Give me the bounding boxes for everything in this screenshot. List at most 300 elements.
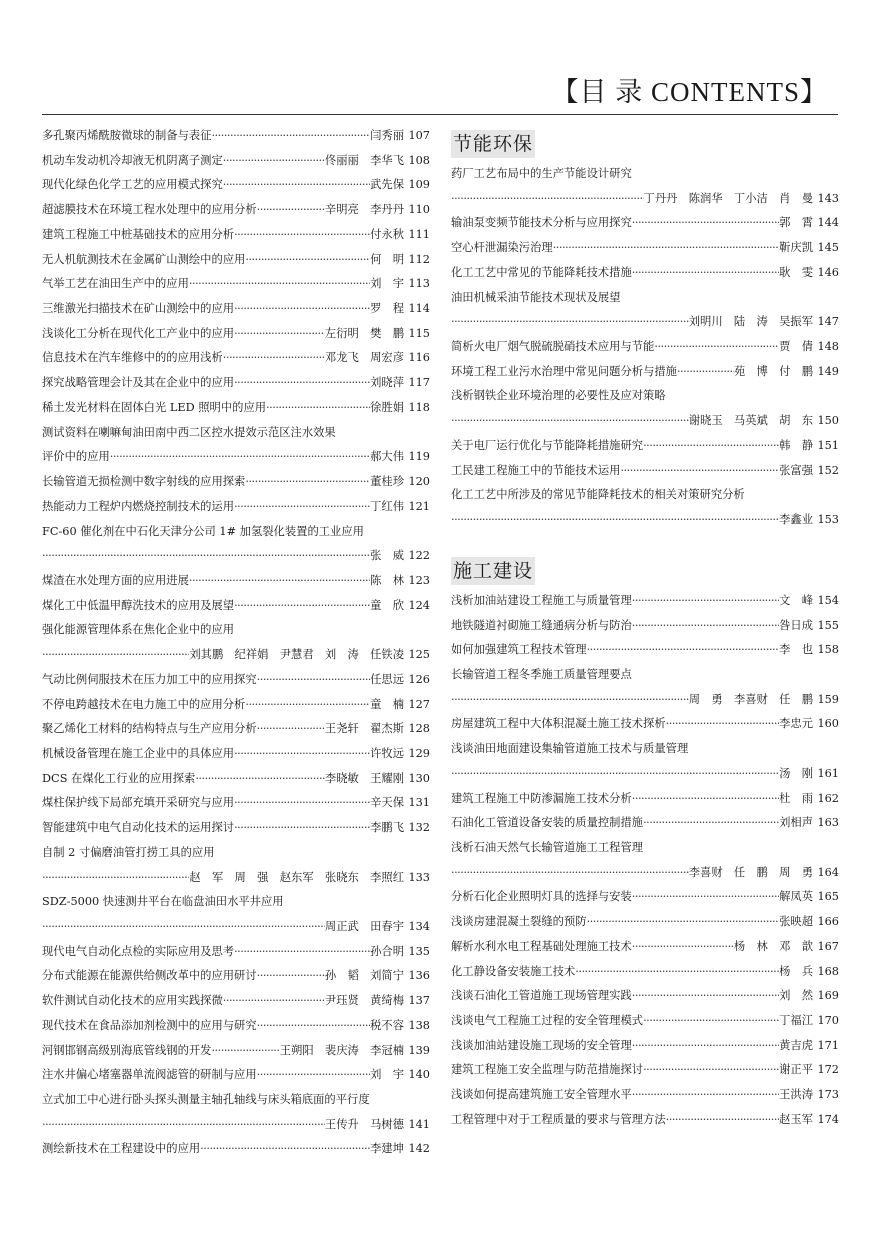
entry-title: 信息技术在汽车维修中的的应用浅析 — [42, 351, 223, 365]
entry-page-number: 146 — [817, 265, 839, 279]
entry-title: 环境工程工业污水治理中常见问题分析与措施 — [451, 364, 677, 378]
dot-leader — [223, 149, 325, 174]
entry-authors: 闫秀丽 — [370, 129, 404, 142]
entry-page-number: 136 — [408, 969, 430, 983]
toc-entry[interactable] — [451, 434, 839, 459]
entry-authors: 孙 韬 刘简宁 — [324, 969, 404, 983]
toc-left-column — [42, 124, 430, 1162]
toc-entry[interactable] — [42, 964, 430, 989]
entry-title: 测绘新技术在工程建设中的应用 — [42, 1142, 201, 1156]
toc-entry[interactable] — [42, 1014, 430, 1039]
toc-entry[interactable] — [42, 569, 430, 594]
entry-authors: 李 也 — [779, 643, 813, 657]
dot-leader — [257, 964, 325, 989]
entry-title: 注水井偏心堵塞器单流阀滤管的研制与应用 — [42, 1068, 257, 1082]
toc-entry[interactable] — [42, 791, 430, 816]
entry-page-number: 162 — [817, 791, 839, 805]
dot-leader — [451, 688, 689, 713]
toc-entry[interactable] — [451, 1058, 839, 1083]
dot-leader — [234, 742, 370, 767]
entry-title: 软件测试自动化技术的应用实践探微 — [42, 994, 223, 1008]
entry-authors: 刘晓萍 — [370, 376, 404, 390]
dot-leader — [643, 1058, 779, 1083]
entry-title: 地铁隧道衬砌施工缝通病分析与防治 — [451, 618, 632, 632]
entry-page-number: 172 — [817, 1063, 839, 1077]
toc-entry[interactable] — [42, 816, 430, 841]
toc-entry[interactable] — [42, 520, 430, 545]
entry-page-number: 123 — [408, 573, 430, 587]
entry-title: 分析石化企业照明灯具的选择与安装 — [451, 890, 632, 904]
entry-title: 浅析石油天然气长输管道施工工程管理 — [451, 840, 644, 854]
toc-entry[interactable] — [42, 396, 430, 421]
toc-right-column — [451, 124, 839, 1133]
entry-page-number: 133 — [408, 870, 430, 884]
dot-leader — [234, 223, 370, 248]
toc-entry[interactable] — [451, 984, 839, 1009]
dot-leader — [632, 589, 779, 614]
entry-page-number: 119 — [408, 450, 430, 464]
dot-leader — [42, 1113, 325, 1138]
entry-authors: 税不容 — [370, 1018, 404, 1032]
entry-title: 无人机航测技术在金属矿山测绘中的应用 — [42, 252, 246, 266]
toc-entry[interactable] — [42, 272, 430, 297]
toc-entry[interactable] — [42, 866, 430, 891]
toc-entry[interactable] — [451, 1108, 839, 1133]
dot-leader — [245, 248, 370, 273]
entry-page-number: 153 — [817, 513, 839, 527]
entry-authors: 刘 宇 — [370, 277, 404, 291]
entry-page-number: 110 — [408, 203, 430, 217]
toc-entry[interactable] — [42, 149, 430, 174]
toc-entry[interactable] — [42, 767, 430, 792]
entry-title: 浅谈电气工程施工过程的安全管理模式 — [451, 1014, 644, 1027]
entry-authors: 王洪涛 — [779, 1088, 813, 1102]
dot-leader — [234, 297, 370, 322]
entry-authors: 佟丽丽 李华飞 — [324, 153, 404, 167]
entry-page-number: 116 — [408, 351, 430, 365]
entry-authors: 郝大伟 — [370, 450, 404, 464]
entry-title: 超滤膜技术在环境工程水处理中的应用分析 — [42, 203, 257, 217]
toc-entry[interactable] — [42, 693, 430, 718]
toc-entry[interactable] — [451, 1034, 839, 1059]
entry-authors: 杜 雨 — [779, 791, 813, 805]
header-divider — [42, 114, 838, 115]
entry-title: 解析水利水电工程基础处理施工技术 — [451, 939, 632, 953]
toc-entry[interactable] — [42, 198, 430, 223]
entry-authors: 刘其鹏 纪祥娟 尹慧君 刘 涛 任铁凌 — [189, 648, 404, 662]
dot-leader — [200, 1137, 370, 1162]
toc-entry[interactable] — [451, 614, 839, 639]
dot-leader — [257, 668, 370, 693]
toc-entry[interactable] — [451, 1009, 839, 1034]
section-heading-label: 施工建设 — [453, 559, 534, 582]
entry-authors: 刘明川 陆 涛 吴振军 — [688, 315, 813, 329]
toc-entry[interactable] — [451, 811, 839, 836]
entry-page-number: 164 — [817, 865, 839, 879]
toc-entry[interactable] — [42, 495, 430, 520]
entry-title: 气举工艺在油田生产中的应用 — [42, 277, 189, 291]
entry-title: 现代电气自动化点检的实际应用及思考 — [42, 944, 235, 958]
toc-entry[interactable] — [42, 618, 430, 643]
toc-entry[interactable] — [42, 594, 430, 619]
dot-leader — [620, 459, 779, 484]
entry-title: 强化能源管理体系在焦化企业中的应用 — [42, 623, 235, 637]
toc-entry[interactable] — [42, 717, 430, 742]
entry-authors: 李建坤 — [370, 1142, 404, 1156]
entry-title: 浅谈加油站建设施工现场的安全管理 — [451, 1038, 632, 1052]
toc-entry[interactable] — [451, 787, 839, 812]
entry-page-number: 144 — [817, 216, 839, 230]
entry-page-number: 112 — [408, 252, 430, 266]
entry-page-number: 130 — [408, 771, 430, 785]
dot-leader — [451, 508, 779, 533]
toc-entry[interactable] — [42, 841, 430, 866]
toc-entry[interactable] — [451, 737, 839, 762]
entry-authors: 李忠元 — [779, 717, 813, 731]
entry-authors: 苑 博 付 鹏 — [733, 364, 813, 378]
dot-leader — [632, 984, 779, 1009]
toc-entry[interactable] — [451, 638, 839, 663]
dot-leader — [234, 816, 370, 841]
dot-leader — [643, 811, 779, 836]
entry-authors: 董桂珍 — [370, 475, 404, 489]
entry-authors: 张 威 — [370, 549, 404, 563]
entry-page-number: 139 — [408, 1043, 430, 1057]
entry-title: 化工静设备安装施工技术 — [451, 964, 576, 978]
toc-entry[interactable] — [451, 286, 839, 311]
entry-authors: 何 明 — [370, 252, 404, 266]
entry-authors: 许牧远 — [370, 746, 404, 760]
entry-page-number: 150 — [817, 414, 839, 428]
toc-entry[interactable] — [42, 1113, 430, 1138]
entry-title: DCS 在煤化工行业的应用探索 — [42, 771, 196, 785]
entry-title: 化工工艺中所涉及的常见节能降耗技术的相关对策研究分析 — [451, 488, 745, 502]
entry-authors: 张映超 — [779, 915, 813, 929]
entry-page-number: 151 — [817, 438, 839, 452]
entry-title: 多孔聚丙烯酰胺微球的制备与表征 — [42, 129, 212, 142]
entry-page-number: 135 — [408, 944, 430, 958]
entry-page-number: 129 — [408, 746, 430, 760]
entry-authors: 孙合明 — [370, 944, 404, 958]
entry-page-number: 166 — [817, 915, 839, 929]
toc-entry[interactable] — [451, 261, 839, 286]
dot-leader — [632, 885, 779, 910]
toc-entry[interactable] — [42, 346, 430, 371]
dot-leader — [42, 643, 189, 668]
dot-leader — [110, 445, 370, 470]
dot-leader — [234, 940, 370, 965]
toc-entry[interactable] — [451, 836, 839, 861]
entry-page-number: 107 — [408, 129, 430, 142]
entry-authors: 丁福江 — [779, 1014, 813, 1027]
dot-leader — [451, 409, 689, 434]
entry-title: 浅谈油田地面建设集输管道施工技术与质量管理 — [451, 742, 689, 756]
entry-title: 现代技术在食品添加剂检测中的应用与研究 — [42, 1018, 257, 1032]
entry-page-number: 160 — [817, 717, 839, 731]
toc-entry[interactable] — [42, 544, 430, 569]
toc-entry[interactable] — [451, 589, 839, 614]
toc-entry[interactable] — [42, 989, 430, 1014]
entry-title: 浅谈如何提高建筑施工安全管理水平 — [451, 1088, 632, 1102]
dot-leader — [654, 335, 779, 360]
entry-authors: 汤 刚 — [779, 766, 813, 780]
entry-title: 建筑工程施工中桩基础技术的应用分析 — [42, 227, 235, 241]
entry-title: 浅谈石油化工管道施工现场管理实践 — [451, 989, 632, 1003]
toc-entry[interactable] — [451, 310, 839, 335]
dot-leader — [234, 791, 370, 816]
page-title: 【目 录 CONTENTS】 — [551, 77, 828, 107]
entry-title: 长输管道无损检测中数字射线的应用探索 — [42, 475, 246, 489]
toc-entry[interactable] — [451, 508, 839, 533]
toc-entry[interactable] — [451, 409, 839, 434]
entry-authors: 贾 倩 — [779, 340, 813, 354]
dot-leader — [632, 787, 779, 812]
dot-leader — [643, 1009, 779, 1034]
entry-page-number: 127 — [408, 697, 430, 711]
toc-entry[interactable] — [451, 663, 839, 688]
entry-page-number: 122 — [408, 549, 430, 563]
entry-title: 浅析加油站建设工程施工与质量管理 — [451, 593, 632, 607]
entry-page-number: 118 — [408, 400, 430, 414]
entry-authors: 韩 静 — [779, 438, 813, 452]
dot-leader — [234, 322, 325, 347]
toc-entry[interactable] — [451, 211, 839, 236]
entry-authors: 谢正平 — [779, 1063, 813, 1077]
toc-entry[interactable] — [42, 470, 430, 495]
entry-authors: 丁红伟 — [370, 499, 404, 513]
entry-title: 工程管理中对于工程质量的要求与管理方法 — [451, 1112, 666, 1126]
entry-page-number: 155 — [817, 618, 839, 632]
entry-authors: 杨 兵 — [779, 964, 813, 978]
entry-title: 浅谈化工分析在现代化工产业中的应用 — [42, 326, 235, 340]
toc-entry[interactable] — [451, 1083, 839, 1108]
dot-leader — [451, 187, 644, 212]
entry-page-number: 170 — [817, 1014, 839, 1027]
dot-leader — [587, 910, 780, 935]
dot-leader — [632, 211, 779, 236]
dot-leader — [257, 1063, 370, 1088]
entry-page-number: 167 — [817, 939, 839, 953]
entry-page-number: 138 — [408, 1018, 430, 1032]
entry-page-number: 168 — [817, 964, 839, 978]
dot-leader — [587, 638, 780, 663]
toc-entry[interactable] — [451, 384, 839, 409]
entry-title: 现代化绿色化学工艺的应用模式探究 — [42, 178, 223, 192]
toc-entry[interactable] — [451, 910, 839, 935]
toc-entry[interactable] — [42, 173, 430, 198]
entry-authors: 王传升 马树德 — [324, 1117, 404, 1131]
section-heading — [451, 549, 839, 589]
entry-authors: 李鑫业 — [779, 513, 813, 527]
entry-page-number: 147 — [817, 315, 839, 329]
dot-leader — [451, 861, 689, 886]
entry-title: 机械设备管理在施工企业中的具体应用 — [42, 746, 235, 760]
toc-entry[interactable] — [42, 445, 430, 470]
entry-authors: 赵 军 周 强 赵东军 张晓东 李照红 — [189, 870, 404, 884]
entry-page-number: 145 — [817, 241, 839, 255]
dot-leader — [195, 767, 325, 792]
entry-title: 稀土发光材料在固体白光 LED 照明中的应用 — [42, 400, 267, 414]
toc-entry[interactable] — [42, 643, 430, 668]
dot-leader — [632, 935, 734, 960]
toc-entry[interactable] — [451, 459, 839, 484]
entry-title: 药厂工艺布局中的生产节能设计研究 — [451, 167, 632, 180]
dot-leader — [234, 371, 370, 396]
dot-leader — [632, 1034, 779, 1059]
toc-entry[interactable] — [42, 1088, 430, 1113]
toc-entry[interactable] — [451, 360, 839, 385]
dot-leader — [42, 544, 370, 569]
toc-entry[interactable] — [42, 297, 430, 322]
entry-page-number: 108 — [408, 153, 430, 167]
entry-page-number: 121 — [408, 499, 430, 513]
entry-page-number: 148 — [817, 340, 839, 354]
entry-authors: 丁丹丹 陈润华 丁小洁 肖 曼 — [643, 191, 813, 205]
entry-page-number: 140 — [408, 1068, 430, 1082]
entry-authors: 任思远 — [370, 672, 404, 686]
entry-authors: 杨 林 邓 歆 — [733, 939, 813, 953]
entry-page-number: 149 — [817, 364, 839, 378]
dot-leader — [257, 198, 325, 223]
entry-authors: 辛明亮 李丹丹 — [324, 203, 404, 217]
dot-leader — [257, 717, 325, 742]
toc-entry[interactable] — [451, 762, 839, 787]
entry-title: 气动比例伺服技术在压力加工中的应用探究 — [42, 672, 257, 686]
toc-entry[interactable] — [42, 742, 430, 767]
dot-leader — [223, 346, 325, 371]
dot-leader — [234, 495, 370, 520]
entry-title: 化工工艺中常见的节能降耗技术措施 — [451, 265, 632, 279]
dot-leader — [632, 1083, 779, 1108]
toc-entry[interactable] — [451, 483, 839, 508]
toc-entry[interactable] — [42, 248, 430, 273]
dot-leader — [553, 236, 779, 261]
entry-authors: 邓龙飞 周宏彦 — [324, 351, 404, 365]
entry-title: FC-60 催化剂在中石化天津分公司 1# 加氢裂化装置的工业应用 — [42, 524, 364, 538]
dot-leader — [451, 310, 689, 335]
entry-page-number: 173 — [817, 1088, 839, 1102]
entry-title: 空心杆泄漏染污治理 — [451, 241, 553, 255]
entry-page-number: 128 — [408, 722, 430, 736]
toc-entry[interactable] — [451, 236, 839, 261]
entry-authors: 刘相声 — [779, 816, 813, 830]
toc-entry[interactable] — [451, 162, 839, 187]
entry-authors: 靳庆凯 — [779, 241, 813, 255]
dot-leader — [666, 1108, 779, 1133]
entry-authors: 徐胜娟 — [370, 400, 404, 414]
entry-title: SDZ-5000 快速测井平台在临盘油田水平井应用 — [42, 895, 284, 909]
toc-entry[interactable] — [42, 124, 430, 149]
toc-entry[interactable] — [42, 1039, 430, 1064]
entry-authors: 罗 程 — [370, 302, 404, 316]
entry-page-number: 120 — [408, 475, 430, 489]
entry-page-number: 111 — [408, 227, 430, 241]
entry-authors: 刘 然 — [779, 989, 813, 1003]
dot-leader — [257, 1014, 370, 1039]
dot-leader — [211, 124, 370, 149]
toc-entry[interactable] — [42, 322, 430, 347]
entry-page-number: 125 — [408, 648, 430, 662]
toc-entry[interactable] — [42, 668, 430, 693]
toc-entry[interactable] — [42, 1137, 430, 1162]
entry-title: 关于电厂运行优化与节能降耗措施研究 — [451, 438, 644, 452]
entry-title: 房屋建筑工程中大体积混凝土施工技术探析 — [451, 717, 666, 731]
dot-leader — [677, 360, 734, 385]
entry-title: 热能动力工程炉内燃烧控制技术的运用 — [42, 499, 235, 513]
dot-leader — [211, 1039, 279, 1064]
entry-title: 自制 2 寸偏磨油管打捞工具的应用 — [42, 845, 215, 859]
entry-authors: 黄吉虎 — [779, 1038, 813, 1052]
toc-entry[interactable] — [451, 861, 839, 886]
toc-entry[interactable] — [42, 1063, 430, 1088]
toc-entry[interactable] — [42, 421, 430, 446]
entry-title: 浅谈房建混凝土裂缝的预防 — [451, 915, 587, 929]
toc-entry[interactable] — [451, 187, 839, 212]
entry-title: 三维激光扫描技术在矿山测绘中的应用 — [42, 302, 235, 316]
entry-title: 建筑工程施工中防渗漏施工技术分析 — [451, 791, 632, 805]
toc-entry[interactable] — [451, 712, 839, 737]
entry-authors: 王尧轩 翟杰斯 — [324, 722, 404, 736]
entry-title: 河钢邯钢高级别海底管线钢的开发 — [42, 1043, 212, 1057]
dot-leader — [223, 989, 325, 1014]
dot-leader — [643, 434, 779, 459]
entry-authors: 谢晓玉 马英斌 胡 东 — [688, 414, 813, 428]
toc-entry[interactable] — [451, 960, 839, 985]
entry-authors: 武先保 — [370, 178, 404, 192]
toc-entry[interactable] — [451, 885, 839, 910]
toc-entry[interactable] — [42, 915, 430, 940]
entry-page-number: 171 — [817, 1038, 839, 1052]
entry-page-number: 109 — [408, 178, 430, 192]
entry-title: 智能建筑中电气自动化技术的运用探讨 — [42, 821, 235, 835]
entry-page-number: 117 — [408, 376, 430, 390]
entry-title: 工民建工程施工中的节能技术运用 — [451, 463, 621, 477]
entry-page-number: 131 — [408, 796, 430, 810]
entry-authors: 辛天保 — [370, 796, 404, 810]
toc-entry[interactable] — [42, 890, 430, 915]
section-heading — [451, 124, 839, 162]
toc-entry[interactable] — [451, 935, 839, 960]
entry-authors: 解凤英 — [779, 890, 813, 904]
toc-entry[interactable] — [42, 940, 430, 965]
entry-page-number: 174 — [817, 1112, 839, 1126]
entry-authors: 童 楠 — [370, 697, 404, 711]
entry-title: 简析火电厂烟气脱硫脱硝技术应用与节能 — [451, 340, 655, 354]
dot-leader — [245, 693, 370, 718]
entry-title: 分布式能源在能源供给侧改革中的应用研讨 — [42, 969, 257, 983]
entry-authors: 李喜财 任 鹏 周 勇 — [688, 865, 813, 879]
entry-authors: 付永秋 — [370, 227, 404, 241]
entry-title: 油田机械采油节能技术现状及展望 — [451, 290, 621, 304]
entry-page-number: 161 — [817, 766, 839, 780]
dot-leader — [632, 261, 779, 286]
section-heading-label: 节能环保 — [453, 133, 534, 155]
entry-title: 建筑工程施工安全监理与防范措施探讨 — [451, 1063, 644, 1077]
entry-title: 聚乙烯化工材料的结构特点与生产应用分析 — [42, 722, 257, 736]
toc-entry[interactable] — [451, 335, 839, 360]
toc-entry[interactable] — [42, 371, 430, 396]
entry-page-number: 141 — [408, 1117, 430, 1131]
entry-page-number: 158 — [817, 643, 839, 657]
entry-page-number: 114 — [408, 302, 430, 316]
toc-entry[interactable] — [42, 223, 430, 248]
entry-title: 煤化工中低温甲醇洗技术的应用及展望 — [42, 598, 235, 612]
toc-entry[interactable] — [451, 688, 839, 713]
dot-leader — [451, 762, 779, 787]
entry-authors: 李鹏飞 — [370, 821, 404, 835]
entry-authors: 童 欣 — [370, 598, 404, 612]
entry-page-number: 124 — [408, 598, 430, 612]
